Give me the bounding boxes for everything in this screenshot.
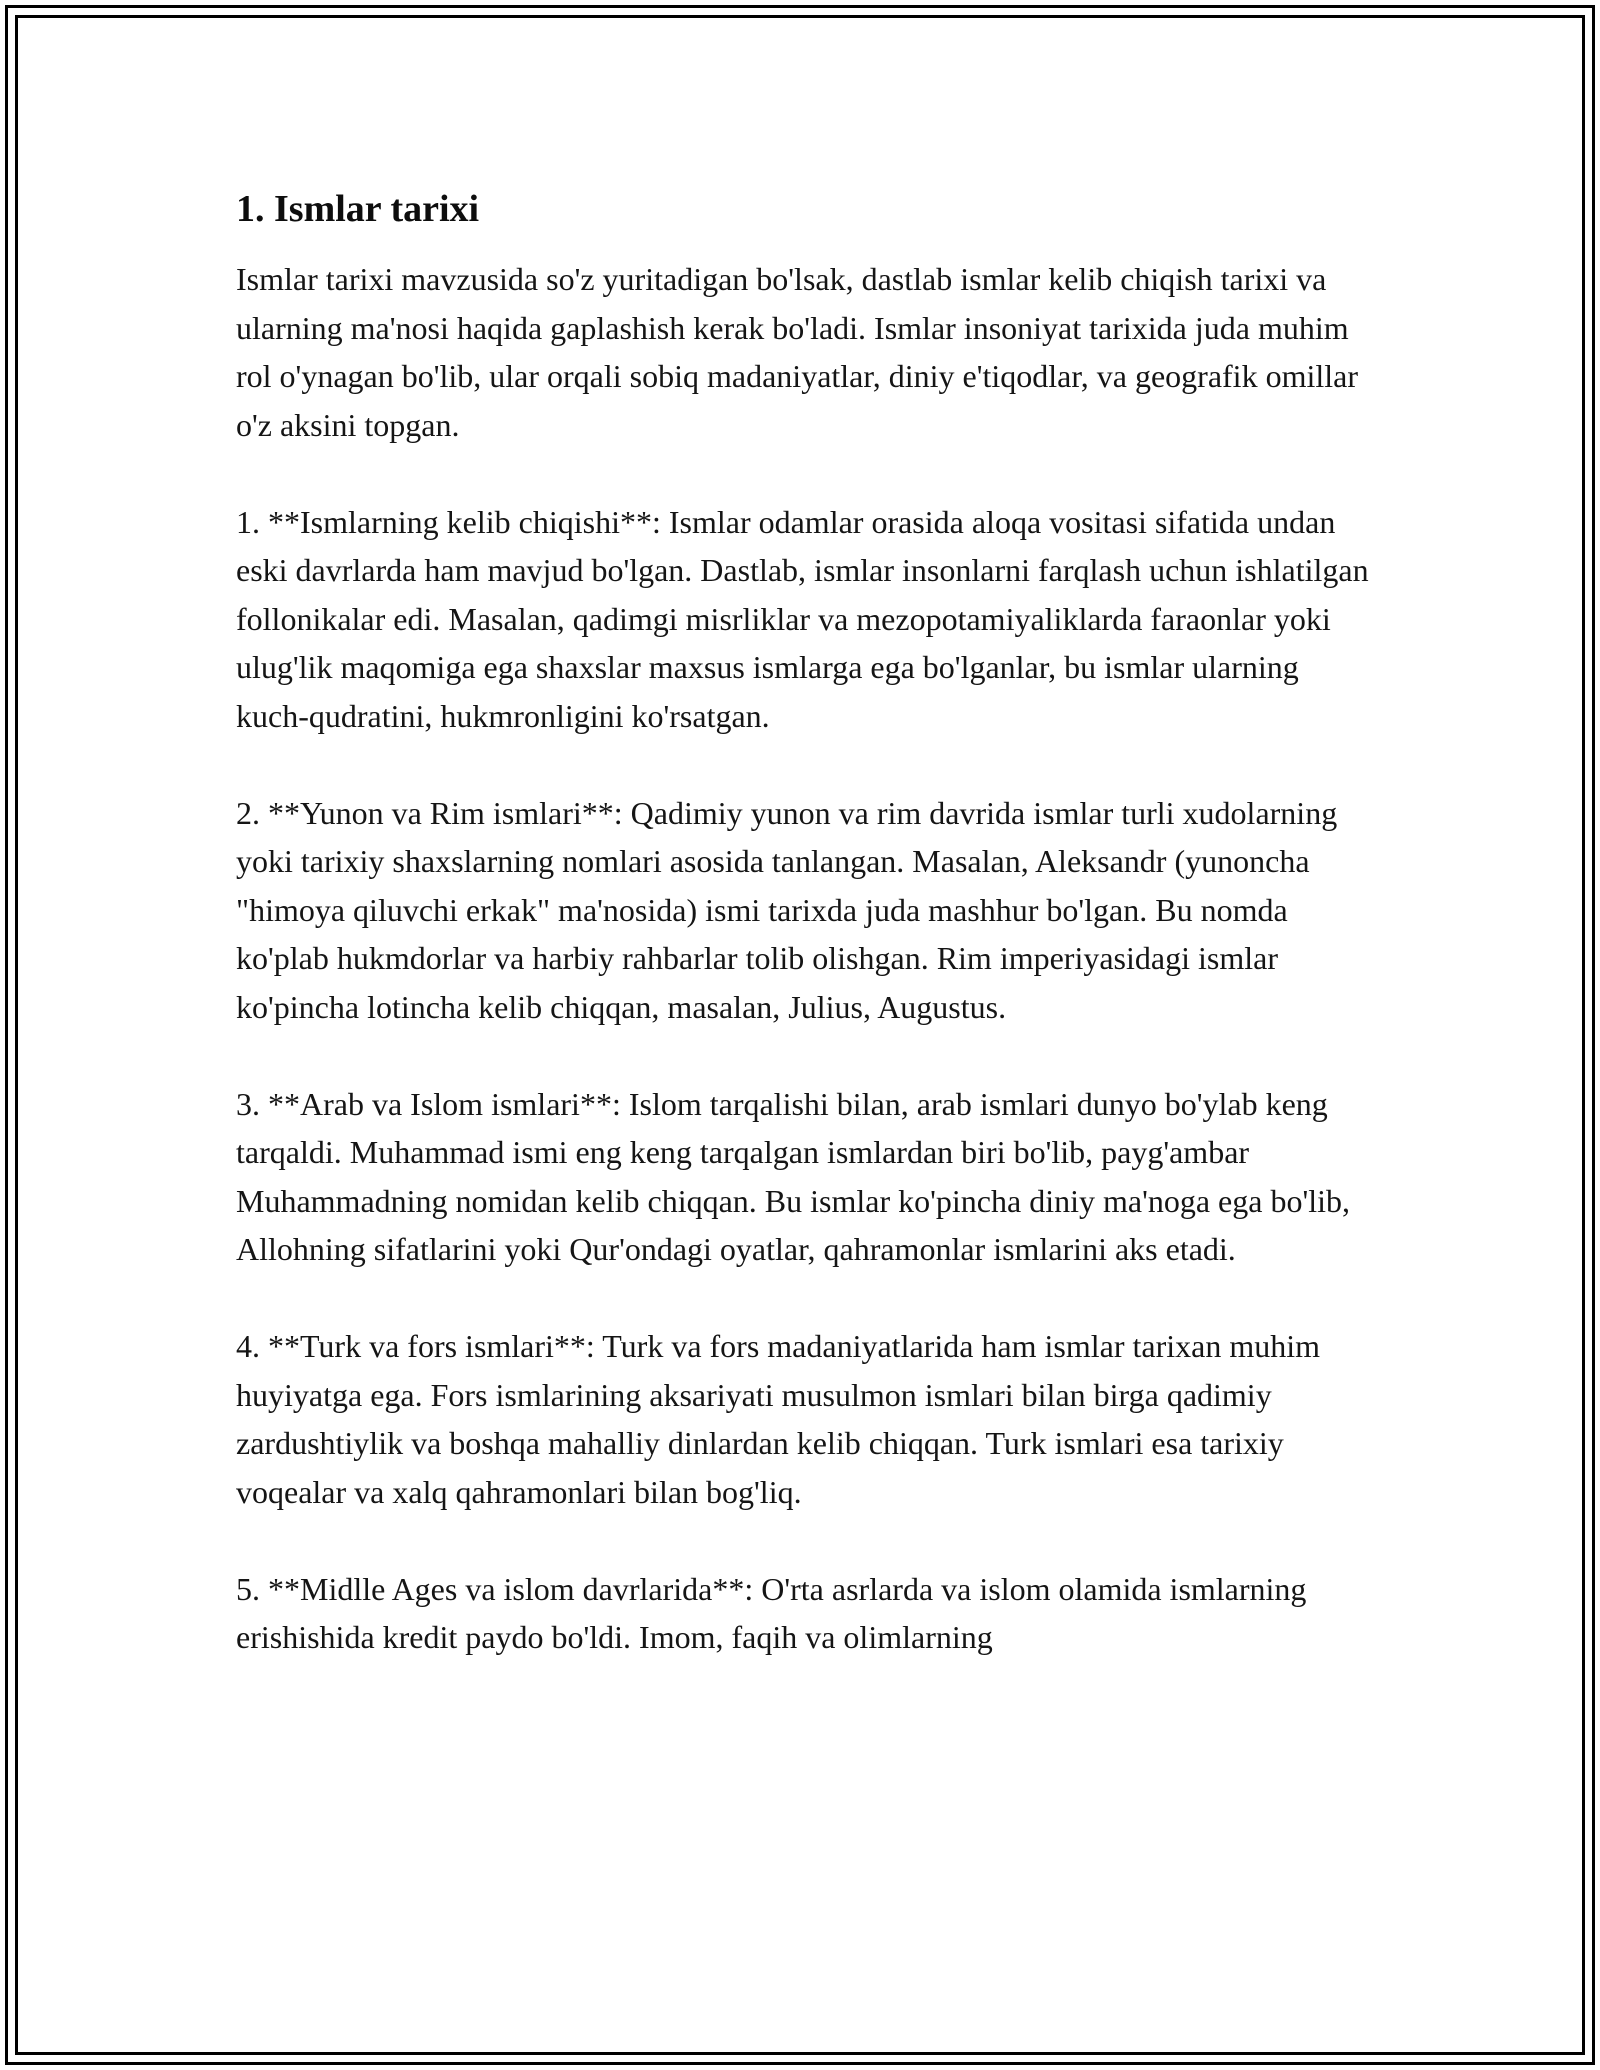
list-item-1: 1. **Ismlarning kelib chiqishi**: Ismlar odamlar orasida aloqa vositasi sifatida undan eski davrlarda ham mavjud bo'lgan. Dastlab, ismlar insonlarni farqlash uchun ishlatilgan follonikalar edi. Masalan, qadimgi misrliklar va mezopotamiyaliklarda faraonlar yoki ulug'lik maqomiga ega shaxslar maxsus ismlarga ega bo'lganlar, bu ismlar ularning kuch-qudratini, hukmronligini ko'rsatgan. (236, 503, 1369, 734)
section-heading: 1. Ismlar tarixi (236, 188, 480, 230)
document-body (236, 185, 1376, 1662)
list-item-3: 3. **Arab va Islom ismlari**: Islom tarqalishi bilan, arab ismlari dunyo bo'ylab keng tarqaldi. Muhammad ismi eng keng tarqalgan ismlardan biri bo'lib, payg'ambar Muhammadning nomidan kelib chiqqan. Bu ismlar ko'pincha diniy ma'noga ega bo'lib, Allohning sifatlarini yoki Qur'ondagi oyatlar, qahramonlar ismlarini aks etadi. (236, 1085, 1350, 1267)
list-item-4: 4. **Turk va fors ismlari**: Turk va fors madaniyatlarida ham ismlar tarixan muhim huyiyatga ega. Fors ismlarining aksariyati musulmon ismlari bilan birga qadimiy zardushtiylik va boshqa mahalliy dinlardan kelib chiqqan. Turk ismlari esa tarixiy voqealar va xalq qahramonlari bilan bog'liq. (236, 1328, 1320, 1510)
intro-paragraph: Ismlar tarixi mavzusida so'z yuritadigan bo'lsak, dastlab ismlar kelib chiqish tarixi va ularning ma'nosi haqida gaplashish kerak bo'ladi. Ismlar insoniyat tarixida juda muhim rol o'ynagan bo'lib, ular orqali sobiq madaniyatlar, diniy e'tiqodlar, va geografik omillar o'z aksini topgan. (236, 261, 1358, 443)
list-item-5: 5. **Midlle Ages va islom davrlarida**: O'rta asrlarda va islom olamida ismlarning erishishida kredit paydo bo'ldi. Imom, faqih va olimlarning (236, 1570, 1307, 1655)
list-item-2: 2. **Yunon va Rim ismlari**: Qadimiy yunon va rim davrida ismlar turli xudolarning yoki tarixiy shaxslarning nomlari asosida tanlangan. Masalan, Aleksandr (yunoncha "himoya qiluvchi erkak" ma'nosida) ismi tarixda juda mashhur bo'lgan. Bu nomda ko'plab hukmdorlar va harbiy rahbarlar tolib olishgan. Rim imperiyasidagi ismlar ko'pincha lotincha kelib chiqqan, masalan, Julius, Augustus. (236, 794, 1338, 1025)
